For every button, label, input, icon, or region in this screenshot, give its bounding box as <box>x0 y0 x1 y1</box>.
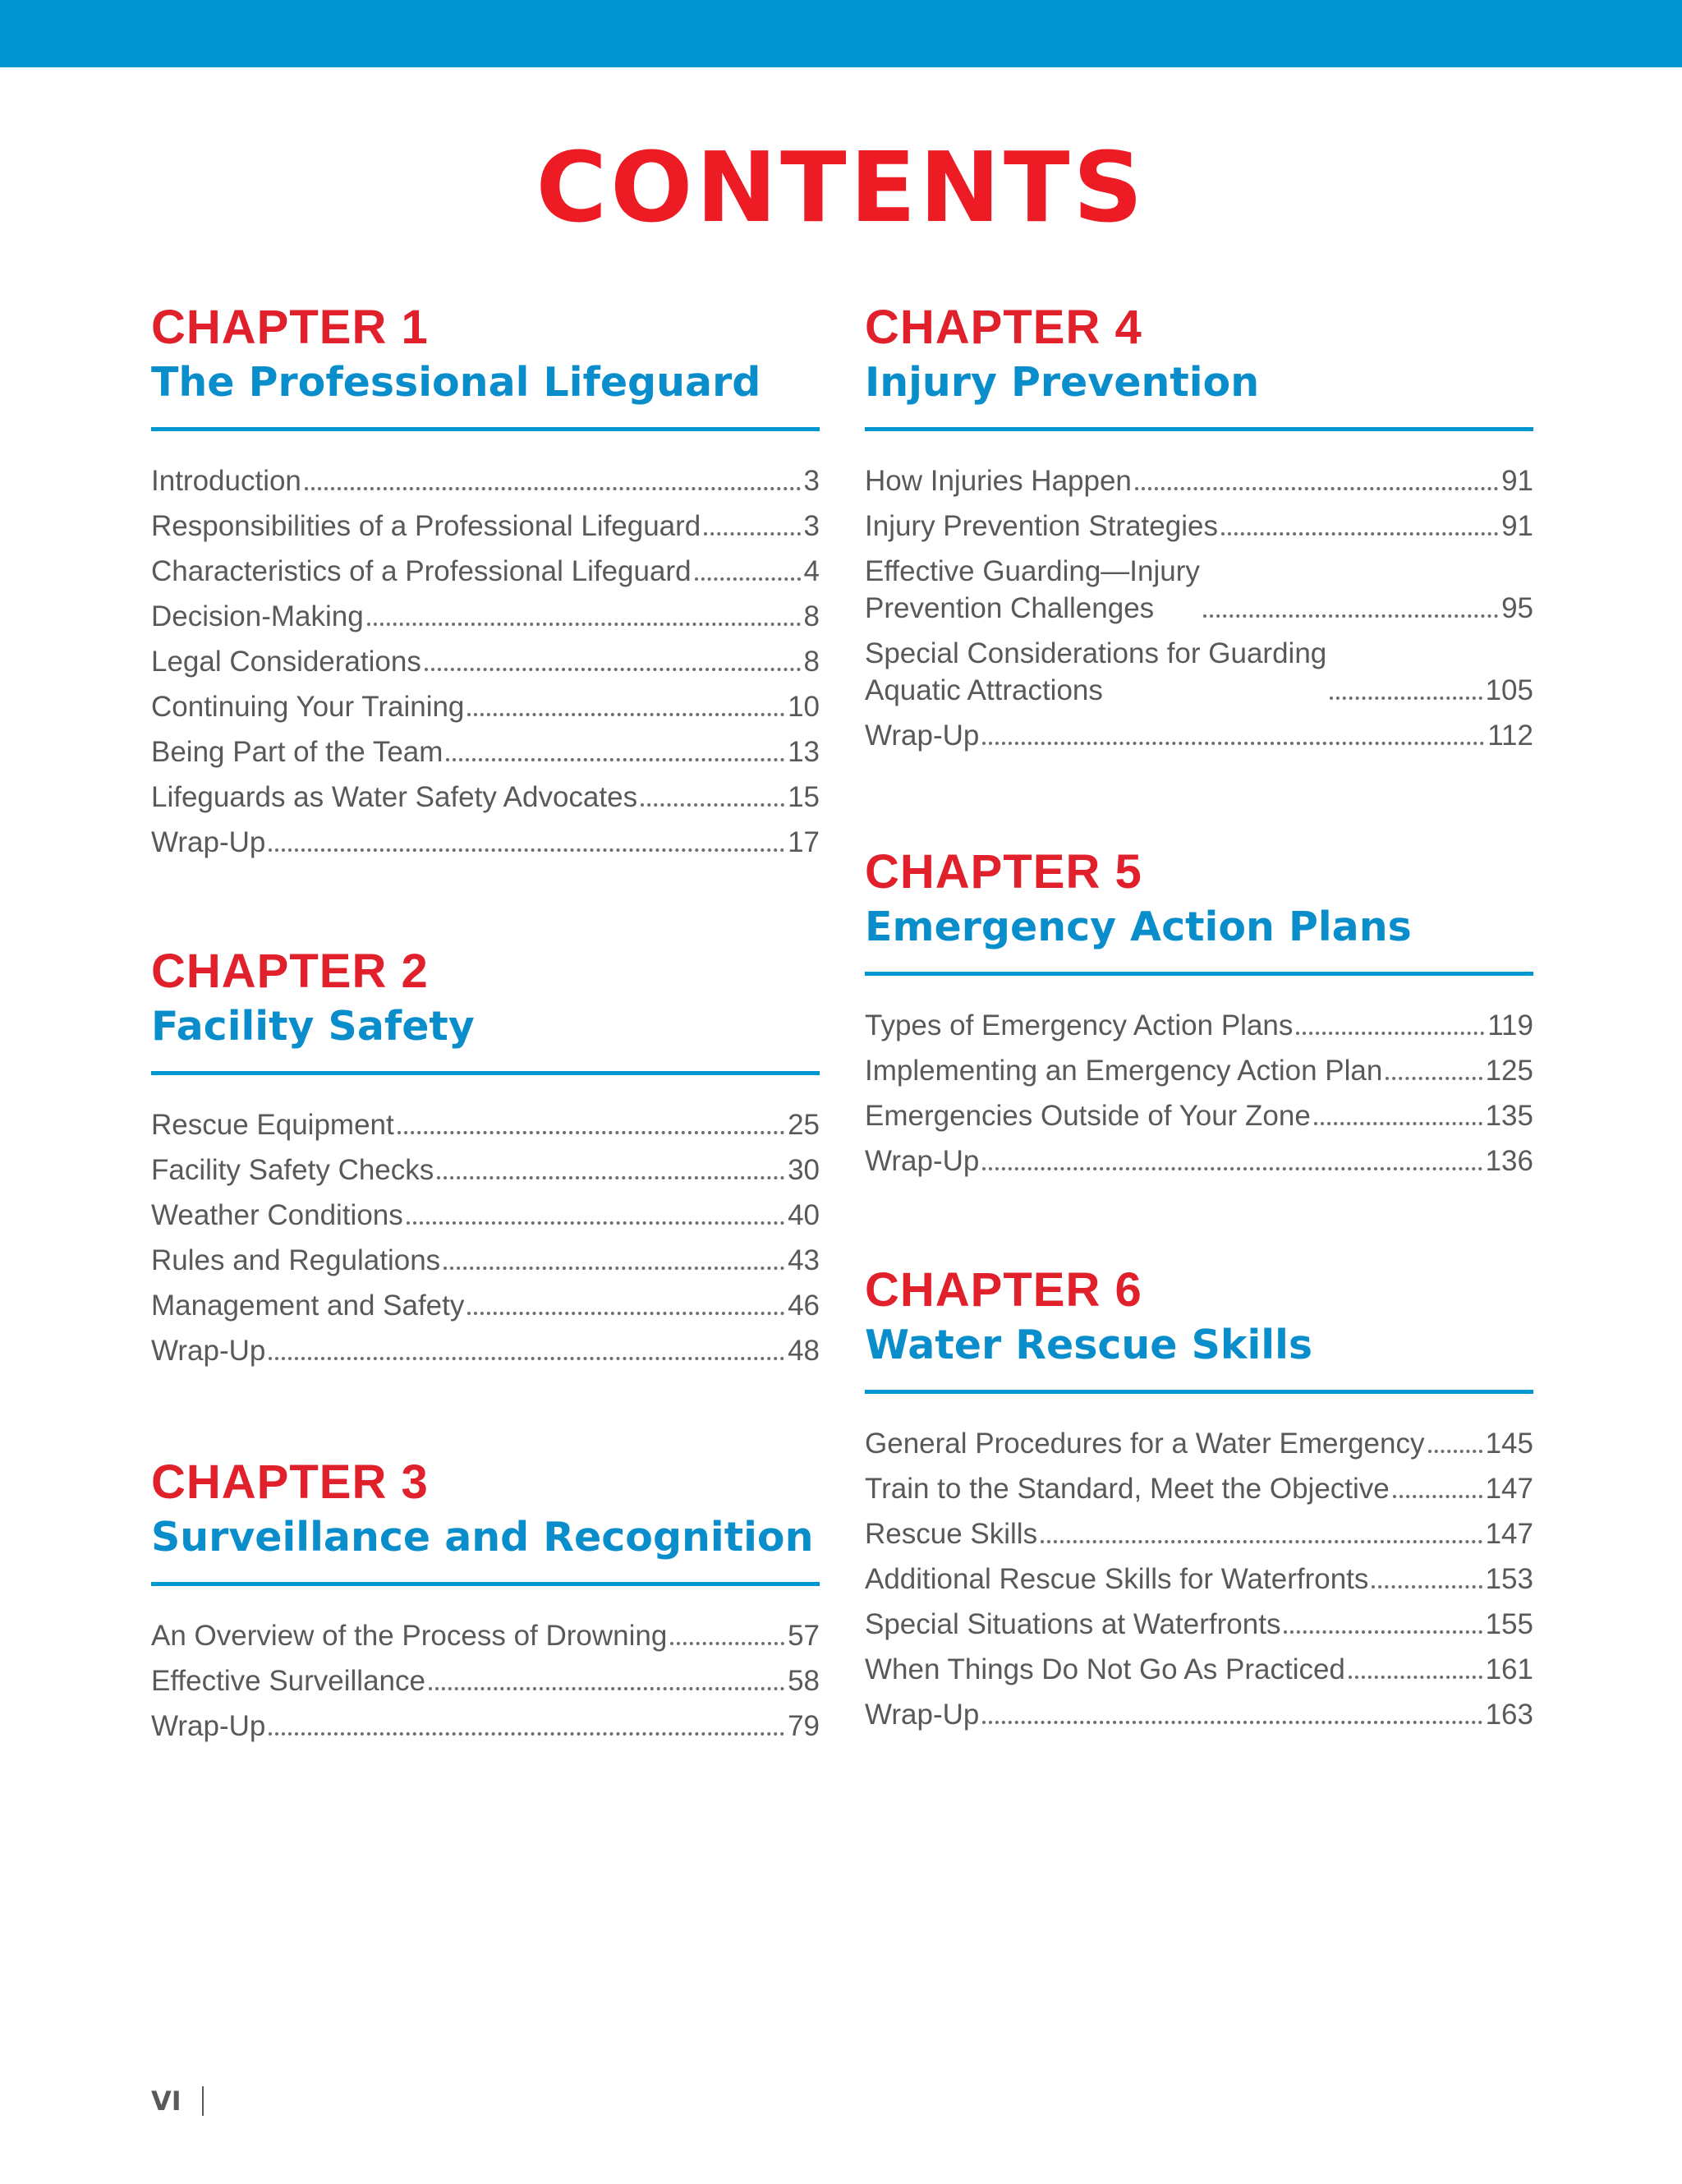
toc-entry-page: 105 <box>1485 674 1533 706</box>
toc-entry[interactable] <box>151 1332 820 1369</box>
toc-entry-page: 155 <box>1485 1608 1533 1640</box>
chapter-3 <box>151 1454 820 1753</box>
toc-entry-title: Legal Considerations <box>151 646 421 678</box>
toc-entry-page: 17 <box>788 826 820 858</box>
toc-entry-title: Wrap-Up <box>865 1145 980 1177</box>
toc-list <box>151 1106 820 1369</box>
dot-leader <box>1221 532 1498 536</box>
toc-entry-page: 125 <box>1485 1055 1533 1087</box>
chapter-rule <box>865 972 1533 976</box>
toc-entry-page: 57 <box>788 1620 820 1652</box>
toc-list <box>151 1617 820 1745</box>
chapter-rule <box>151 1071 820 1075</box>
toc-entry-title: Emergencies Outside of Your Zone <box>865 1100 1311 1132</box>
toc-entry-page: 8 <box>803 600 820 632</box>
toc-entry[interactable] <box>865 508 1533 545</box>
toc-list <box>151 462 820 861</box>
toc-entry-page: 147 <box>1485 1473 1533 1505</box>
dot-leader <box>425 668 801 671</box>
toc-entry-title: Injury Prevention Strategies <box>865 510 1218 542</box>
toc-entry-title: Characteristics of a Professional Lifeguard <box>151 555 692 587</box>
dot-leader <box>1372 1585 1482 1589</box>
toc-entry[interactable] <box>151 688 820 725</box>
dot-leader <box>982 1167 1482 1170</box>
chapter-6 <box>865 1262 1533 1741</box>
toc-entry[interactable] <box>151 508 820 545</box>
dot-leader <box>407 1221 784 1225</box>
toc-entry-title: Additional Rescue Skills for Waterfronts <box>865 1563 1369 1595</box>
dot-leader <box>1349 1676 1482 1679</box>
toc-entry-page: 3 <box>803 465 820 497</box>
toc-entry-page: 95 <box>1501 592 1533 624</box>
toc-entry[interactable] <box>865 553 1533 627</box>
toc-entry-title: Rescue Skills <box>865 1518 1038 1550</box>
chapter-title: Facility Safety <box>151 1003 475 1050</box>
toc-entry-title: Wrap-Up <box>151 826 266 858</box>
dot-leader <box>1314 1122 1482 1125</box>
chapter-number: CHAPTER 1 <box>151 301 429 354</box>
chapter-number: CHAPTER 4 <box>865 301 1142 354</box>
toc-entry-page: 15 <box>788 781 820 813</box>
toc-entry-title: General Procedures for a Water Emergency <box>865 1428 1425 1460</box>
toc-entry[interactable] <box>151 462 820 499</box>
toc-entry[interactable] <box>151 553 820 590</box>
toc-entry-title: Facility Safety Checks <box>151 1154 434 1186</box>
toc-entry-page: 91 <box>1501 510 1533 542</box>
page-title: CONTENTS <box>535 131 1147 244</box>
toc-entry-page: 135 <box>1485 1100 1533 1132</box>
page-folio: VI <box>151 2085 182 2117</box>
dot-leader <box>367 623 801 626</box>
chapter-number: CHAPTER 3 <box>151 1455 429 1509</box>
dot-leader <box>1386 1077 1482 1080</box>
toc-entry[interactable] <box>151 1287 820 1324</box>
chapter-rule <box>151 427 820 431</box>
chapter-rule <box>865 427 1533 431</box>
dot-leader <box>446 758 784 761</box>
toc-entry[interactable] <box>151 1662 820 1699</box>
dot-leader <box>269 848 784 852</box>
toc-entry-page: 8 <box>803 646 820 678</box>
toc-entry-page: 3 <box>803 510 820 542</box>
toc-entry[interactable] <box>865 1470 1533 1507</box>
dot-leader <box>704 532 800 536</box>
dot-leader <box>398 1131 784 1134</box>
toc-entry-title: Wrap-Up <box>865 1699 980 1731</box>
top-color-band <box>0 0 1682 67</box>
dot-leader <box>429 1687 784 1690</box>
toc-entry[interactable] <box>865 1696 1533 1733</box>
toc-entry-title: Wrap-Up <box>151 1710 266 1742</box>
dot-leader <box>1296 1032 1484 1035</box>
toc-entry-page: 119 <box>1487 1009 1533 1041</box>
toc-entry[interactable] <box>865 1561 1533 1598</box>
toc-entry-page: 153 <box>1485 1563 1533 1595</box>
chapter-5 <box>865 844 1533 1188</box>
toc-entry[interactable] <box>865 1097 1533 1134</box>
toc-entry[interactable] <box>151 1106 820 1143</box>
toc-list <box>865 1007 1533 1179</box>
dot-leader <box>1330 697 1482 700</box>
toc-entry-title: Decision-Making <box>151 600 364 632</box>
toc-list <box>865 1425 1533 1733</box>
toc-entry-title: Management and Safety <box>151 1290 465 1322</box>
toc-entry-page: 58 <box>788 1665 820 1697</box>
toc-entry-page: 48 <box>788 1335 820 1367</box>
toc-entry-title: Implementing an Emergency Action Plan <box>865 1055 1383 1087</box>
toc-entry[interactable] <box>865 635 1533 709</box>
dot-leader <box>695 577 801 581</box>
toc-entry[interactable] <box>865 1007 1533 1044</box>
toc-entry[interactable] <box>865 717 1533 754</box>
toc-entry[interactable] <box>151 733 820 770</box>
toc-entry-page: 40 <box>788 1199 820 1231</box>
dot-leader <box>982 1721 1482 1724</box>
toc-entry[interactable] <box>865 462 1533 499</box>
toc-entry-title: Train to the Standard, Meet the Objective <box>865 1473 1390 1505</box>
toc-list <box>865 462 1533 754</box>
toc-entry-page: 46 <box>788 1290 820 1322</box>
toc-entry-title: An Overview of the Process of Drowning <box>151 1620 668 1652</box>
dot-leader <box>269 1732 784 1736</box>
dot-leader <box>1203 614 1498 618</box>
toc-entry-title: Continuing Your Training <box>151 691 465 723</box>
toc-entry-title: When Things Do Not Go As Practiced <box>865 1653 1345 1685</box>
toc-entry[interactable] <box>151 779 820 816</box>
chapter-title: The Professional Lifeguard <box>151 359 761 406</box>
toc-entry-page: 30 <box>788 1154 820 1186</box>
toc-entry[interactable] <box>151 1197 820 1234</box>
toc-entry-title: Introduction <box>151 465 301 497</box>
toc-entry[interactable] <box>151 1617 820 1654</box>
dot-leader <box>1135 487 1498 490</box>
toc-entry-title: Rules and Regulations <box>151 1244 441 1276</box>
chapter-1 <box>151 299 820 869</box>
toc-entry[interactable] <box>865 1143 1533 1179</box>
toc-entry-page: 13 <box>788 736 820 768</box>
toc-entry-title: Responsibilities of a Professional Lifeguard <box>151 510 701 542</box>
dot-leader <box>1284 1630 1482 1634</box>
toc-entry[interactable] <box>865 1651 1533 1688</box>
toc-entry-title: Weather Conditions <box>151 1199 403 1231</box>
toc-entry-title: Wrap-Up <box>151 1335 266 1367</box>
folio-divider <box>202 2086 204 2116</box>
dot-leader <box>982 742 1484 745</box>
toc-entry[interactable] <box>151 1152 820 1189</box>
toc-entry-page: 43 <box>788 1244 820 1276</box>
toc-entry-title: Special Considerations for Guarding Aquatic Attractions <box>865 637 1327 706</box>
dot-leader <box>1428 1450 1482 1453</box>
chapter-rule <box>151 1582 820 1586</box>
toc-entry-title: How Injuries Happen <box>865 465 1132 497</box>
toc-entry-title: Being Part of the Team <box>151 736 443 768</box>
toc-entry-page: 10 <box>788 691 820 723</box>
toc-entry[interactable] <box>865 1052 1533 1089</box>
toc-entry-title: Rescue Equipment <box>151 1109 394 1141</box>
chapter-number: CHAPTER 6 <box>865 1263 1142 1317</box>
toc-entry-page: 161 <box>1485 1653 1533 1685</box>
dot-leader <box>437 1176 784 1179</box>
toc-entry-page: 112 <box>1487 720 1533 752</box>
dot-leader <box>467 1312 784 1315</box>
chapter-rule <box>865 1390 1533 1394</box>
toc-entry-page: 147 <box>1485 1518 1533 1550</box>
toc-entry-title: Effective Surveillance <box>151 1665 425 1697</box>
dot-leader <box>467 713 784 716</box>
toc-entry-page: 163 <box>1485 1699 1533 1731</box>
chapter-title: Injury Prevention <box>865 359 1260 406</box>
toc-entry[interactable] <box>151 1708 820 1745</box>
dot-leader <box>443 1267 784 1270</box>
dot-leader <box>670 1642 784 1645</box>
toc-entry-title: Special Situations at Waterfronts <box>865 1608 1281 1640</box>
toc-entry-page: 136 <box>1485 1145 1533 1177</box>
chapter-4 <box>865 299 1533 762</box>
chapter-number: CHAPTER 2 <box>151 945 429 998</box>
chapter-title: Surveillance and Recognition <box>151 1514 814 1561</box>
toc-entry-title: Types of Emergency Action Plans <box>865 1009 1294 1041</box>
toc-entry[interactable] <box>865 1515 1533 1552</box>
chapter-title: Emergency Action Plans <box>865 903 1412 950</box>
toc-entry[interactable] <box>151 643 820 680</box>
toc-entry-page: 79 <box>788 1710 820 1742</box>
toc-entry[interactable] <box>151 1242 820 1279</box>
toc-entry-page: 4 <box>803 555 820 587</box>
toc-entry[interactable] <box>865 1606 1533 1643</box>
dot-leader <box>305 487 801 490</box>
toc-entry[interactable] <box>151 824 820 861</box>
dot-leader <box>641 803 784 807</box>
toc-entry-title: Wrap-Up <box>865 720 980 752</box>
toc-entry-title: Effective Guarding—Injury Prevention Challenges <box>865 555 1200 624</box>
chapter-number: CHAPTER 5 <box>865 845 1142 899</box>
toc-entry-page: 25 <box>788 1109 820 1141</box>
dot-leader <box>1041 1540 1482 1543</box>
toc-entry[interactable] <box>865 1425 1533 1462</box>
dot-leader <box>269 1357 784 1360</box>
dot-leader <box>1393 1495 1482 1498</box>
toc-entry[interactable] <box>151 598 820 635</box>
toc-entry-title: Lifeguards as Water Safety Advocates <box>151 781 638 813</box>
toc-entry-page: 91 <box>1501 465 1533 497</box>
toc-entry-page: 145 <box>1485 1428 1533 1460</box>
chapter-title: Water Rescue Skills <box>865 1322 1313 1368</box>
chapter-2 <box>151 943 820 1377</box>
